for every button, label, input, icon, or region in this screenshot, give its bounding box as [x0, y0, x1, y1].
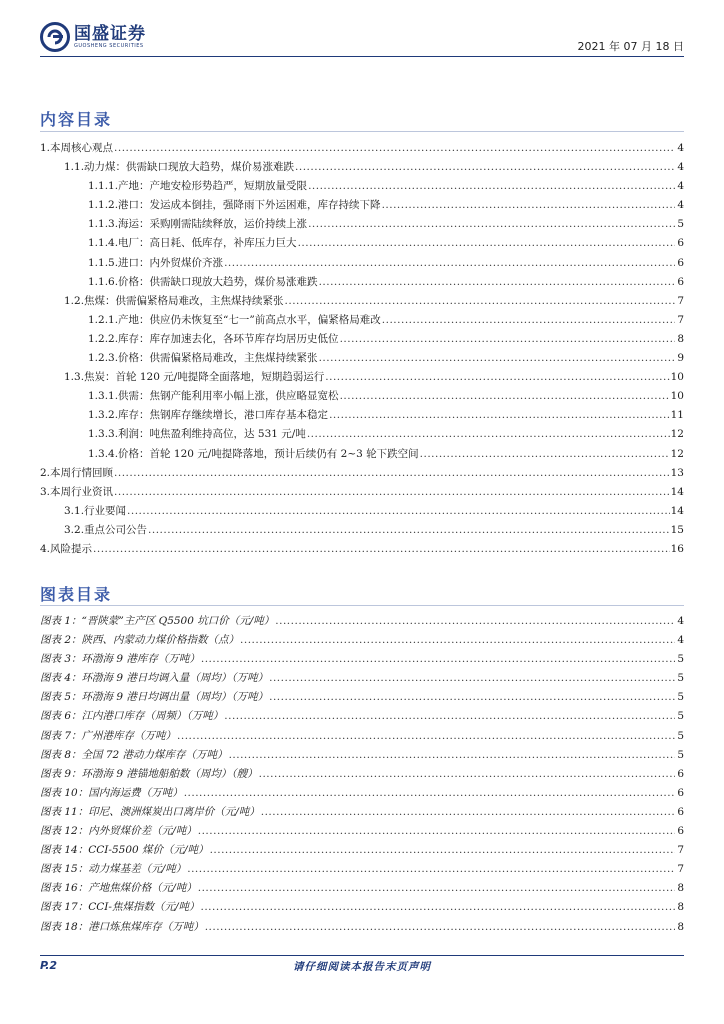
toc-entry-page: 5: [677, 218, 684, 231]
toc-entry-page: 9: [677, 352, 684, 365]
figures-title-divider: [40, 605, 684, 606]
figure-entry-text: 图表 8：全国 72 港动力煤库存（万吨）: [40, 748, 228, 761]
toc-entry-page: 6: [677, 256, 684, 269]
figure-entry-text: 图表 10：国内海运费（万吨）: [40, 786, 183, 799]
dot-leader: [114, 483, 670, 502]
figure-entry-page: 7: [677, 863, 684, 876]
logo-name: 国盛证券: [74, 24, 146, 44]
dot-leader: [325, 368, 669, 387]
toc-entry[interactable]: [40, 234, 684, 253]
figure-entry[interactable]: [40, 879, 684, 898]
toc-entry-page: 6: [677, 275, 684, 288]
figure-entry-text: 图表 12：内外贸煤价差（元/吨）: [40, 825, 197, 838]
figures-title: 图表目录: [40, 585, 113, 604]
figure-entry-page: 5: [677, 653, 684, 666]
figure-entry[interactable]: [40, 688, 684, 707]
toc-entry[interactable]: [40, 387, 684, 406]
toc-entry[interactable]: [40, 330, 684, 349]
toc-entry-page: 16: [670, 542, 684, 555]
dot-leader: [210, 841, 675, 860]
figure-entry-page: 5: [677, 748, 684, 761]
figure-entry-text: 图表 3：环渤海 9 港库存（万吨）: [40, 653, 200, 666]
dot-leader: [319, 273, 675, 292]
figure-entry-text: 图表 14：CCI-5500 煤价（元/吨）: [40, 844, 209, 857]
dot-leader: [205, 918, 675, 937]
dot-leader: [269, 688, 675, 707]
report-date: 2021 年 07 月 18 日: [577, 40, 684, 53]
toc-entry[interactable]: [40, 158, 684, 177]
toc-entry-text: 3.本周行业资讯: [40, 485, 114, 498]
dot-leader: [308, 177, 675, 196]
dot-leader: [382, 311, 675, 330]
toc-entry[interactable]: [40, 483, 684, 502]
dot-leader: [114, 464, 670, 483]
toc-entry-text: 1.1.5.进口：内外贸煤价齐涨: [88, 256, 224, 269]
toc-entry[interactable]: [40, 502, 684, 521]
toc-entry-text: 1.3.2.库存：焦钢库存继续增长，港口库存基本稳定: [88, 409, 329, 422]
toc-entry-page: 6: [677, 237, 684, 250]
toc-entry-text: 2.本周行情回顾: [40, 466, 114, 479]
figure-entry-page: 7: [677, 844, 684, 857]
toc-entry-text: 1.1.1.产地：产地安检形势趋严，短期放量受限: [88, 180, 308, 193]
figure-entry[interactable]: [40, 727, 684, 746]
toc-entry[interactable]: [40, 368, 684, 387]
figure-entry-page: 5: [677, 729, 684, 742]
figure-entry-page: 8: [677, 901, 684, 914]
toc-entry[interactable]: [40, 177, 684, 196]
figure-entry-text: 图表 2：陕西、内蒙动力煤价格指数（点）: [40, 634, 240, 647]
figure-entry-text: 图表 1：“晋陕蒙”主产区 Q5500 坑口价（元/吨）: [40, 615, 275, 627]
toc-entry[interactable]: [40, 254, 684, 273]
toc-entry-text: 3.1.行业要闻: [64, 504, 127, 517]
toc-entry-page: 10: [670, 390, 684, 403]
figure-entry-text: 图表 5：环渤海 9 港日均调出量（周均）（万吨）: [40, 691, 269, 704]
toc-title: 内容目录: [40, 110, 113, 129]
toc-entry-text: 1.1.动力煤：供需缺口现放大趋势，煤价易涨难跌: [64, 161, 295, 174]
toc-entry[interactable]: [40, 311, 684, 330]
dot-leader: [224, 254, 675, 273]
toc-entry-page: 14: [670, 485, 684, 498]
dot-leader: [420, 445, 670, 464]
toc-entry-page: 13: [670, 466, 684, 479]
figure-entry-text: 图表 18：港口炼焦煤库存（万吨）: [40, 920, 204, 933]
toc-entry[interactable]: [40, 349, 684, 368]
toc-entry[interactable]: [40, 292, 684, 311]
toc-entry-text: 1.1.3.海运：采购刚需陆续释放，运价持续上涨: [88, 218, 308, 231]
toc-entry[interactable]: [40, 425, 684, 444]
dot-leader: [198, 822, 675, 841]
toc-entry[interactable]: [40, 273, 684, 292]
dot-leader: [285, 292, 675, 311]
dot-leader: [298, 234, 675, 253]
toc-entry-page: 4: [677, 142, 684, 154]
toc-entry-page: 8: [677, 332, 684, 345]
dot-leader: [229, 746, 675, 765]
toc-entry-page: 10: [670, 371, 684, 384]
dot-leader: [340, 387, 670, 406]
footer-disclaimer: 请仔细阅读本报告末页声明: [293, 961, 431, 973]
toc-entry-text: 1.1.2.港口：发运成本倒挂，强降雨下外运困难，库存持续下降: [88, 199, 381, 212]
toc-entry-text: 1.2.1.产地：供应仍未恢复至“七一”前高点水平，偏紧格局难改: [88, 313, 381, 326]
figures-list: [40, 612, 684, 937]
figure-entry[interactable]: [40, 822, 684, 841]
figure-entry-text: 图表 6：江内港口库存（周频）（万吨）: [40, 710, 224, 723]
toc-entry[interactable]: [40, 445, 684, 464]
figure-entry[interactable]: [40, 669, 684, 688]
toc-list: [40, 139, 684, 559]
toc-entry[interactable]: [40, 464, 684, 483]
figure-entry-text: 图表 17：CCI-焦煤指数（元/吨）: [40, 901, 200, 914]
dot-leader: [261, 803, 675, 822]
figure-entry[interactable]: [40, 650, 684, 669]
toc-entry[interactable]: [40, 521, 684, 540]
dot-leader: [269, 669, 675, 688]
dot-leader: [148, 521, 670, 540]
toc-entry-page: 14: [670, 504, 684, 517]
toc-entry-text: 1.本周核心观点: [40, 142, 114, 154]
figure-entry[interactable]: [40, 860, 684, 879]
toc-entry-page: 12: [670, 428, 684, 441]
dot-leader: [259, 765, 675, 784]
figure-entry-page: 5: [677, 691, 684, 704]
figure-entry-page: 6: [677, 805, 684, 818]
dot-leader: [93, 540, 670, 559]
header-divider: [40, 56, 684, 57]
toc-entry-text: 1.2.3.价格：供需偏紧格局难改，主焦煤持续紧张: [88, 352, 318, 365]
figure-entry-page: 8: [677, 882, 684, 895]
figure-entry[interactable]: [40, 631, 684, 650]
toc-title-divider: [40, 131, 684, 132]
dot-leader: [224, 707, 675, 726]
toc-entry[interactable]: [40, 139, 684, 158]
company-logo: [40, 22, 146, 52]
page-header: [0, 0, 724, 60]
dot-leader: [319, 349, 675, 368]
figure-entry-text: 图表 4：环渤海 9 港日均调入量（周均）（万吨）: [40, 672, 269, 685]
dot-leader: [308, 215, 675, 234]
dot-leader: [382, 196, 675, 215]
toc-entry-page: 7: [677, 313, 684, 326]
figure-entry-page: 6: [677, 767, 684, 780]
dot-leader: [201, 650, 675, 669]
toc-entry-page: 4: [677, 161, 684, 174]
toc-entry-text: 1.2.2.库存：库存加速去化，各环节库存均居历史低位: [88, 332, 339, 345]
figure-entry[interactable]: [40, 746, 684, 765]
figure-entry-text: 图表 11：印尼、澳洲煤炭出口离岸价（元/吨）: [40, 805, 260, 818]
figure-entry-page: 5: [677, 672, 684, 685]
toc-entry-text: 1.1.6.价格：供需缺口现放大趋势，煤价易涨难跌: [88, 275, 318, 288]
toc-entry-text: 1.3.1.供需：焦钢产能利用率小幅上涨，供应略显宽松: [88, 390, 339, 403]
toc-entry-text: 1.3.3.利润：吨焦盈利维持高位，达 531 元/吨: [88, 428, 306, 441]
toc-entry-text: 1.3.焦炭：首轮 120 元/吨提降全面落地，短期趋弱运行: [64, 371, 325, 384]
dot-leader: [127, 502, 670, 521]
toc-entry-text: 1.1.4.电厂：高日耗、低库存，补库压力巨大: [88, 237, 297, 250]
dot-leader: [307, 425, 670, 444]
figure-entry[interactable]: [40, 784, 684, 803]
figure-entry-text: 图表 16：产地焦煤价格（元/吨）: [40, 882, 197, 895]
figure-entry-page: 5: [677, 710, 684, 723]
dot-leader: [275, 612, 675, 631]
figure-entry[interactable]: [40, 765, 684, 784]
toc-entry-page: 12: [670, 447, 684, 460]
toc-entry-page: 4: [677, 199, 684, 212]
dot-leader: [295, 158, 675, 177]
figure-entry-page: 4: [677, 634, 684, 647]
figure-entry[interactable]: [40, 898, 684, 917]
figure-entry[interactable]: [40, 612, 684, 631]
toc-entry-page: 15: [670, 523, 684, 536]
dot-leader: [177, 727, 675, 746]
figure-entry-page: 6: [677, 825, 684, 838]
figure-entry-page: 8: [677, 920, 684, 933]
dot-leader: [201, 898, 676, 917]
toc-entry-page: 11: [670, 409, 684, 422]
figure-entry[interactable]: [40, 841, 684, 860]
dot-leader: [187, 860, 675, 879]
page-number: P.2: [40, 959, 58, 972]
toc-entry-text: 1.3.4.价格：首轮 120 元/吨提降落地，预计后续仍有 2~3 轮下跌空间: [88, 447, 419, 460]
toc-entry[interactable]: [40, 540, 684, 559]
toc-entry-text: 3.2.重点公司公告: [64, 523, 148, 536]
figure-entry-text: 图表 7：广州港库存（万吨）: [40, 729, 177, 742]
figure-entry-text: 图表 15：动力煤基差（元/吨）: [40, 863, 187, 876]
figure-entry-text: 图表 9：环渤海 9 港锚地船舶数（周均）（艘）: [40, 767, 258, 780]
logo-subtitle: GUOSHENG SECURITIES: [74, 43, 144, 49]
footer-divider: [40, 955, 684, 956]
toc-entry[interactable]: [40, 406, 684, 425]
toc-entry-text: 1.2.焦煤：供需偏紧格局难改，主焦煤持续紧张: [64, 294, 284, 307]
dot-leader: [329, 406, 670, 425]
dot-leader: [114, 139, 675, 158]
figure-entry-page: 4: [677, 615, 684, 627]
toc-entry[interactable]: [40, 215, 684, 234]
figure-entry-page: 6: [677, 786, 684, 799]
toc-entry-page: 7: [677, 294, 684, 307]
dot-leader: [198, 879, 675, 898]
logo-emblem-icon: [40, 22, 70, 52]
toc-entry-page: 4: [677, 180, 684, 193]
toc-entry[interactable]: [40, 196, 684, 215]
figure-entry[interactable]: [40, 707, 684, 726]
dot-leader: [340, 330, 675, 349]
dot-leader: [240, 631, 675, 650]
toc-entry-text: 4.风险提示: [40, 542, 93, 555]
dot-leader: [184, 784, 675, 803]
figure-entry[interactable]: [40, 803, 684, 822]
figure-entry[interactable]: [40, 918, 684, 937]
